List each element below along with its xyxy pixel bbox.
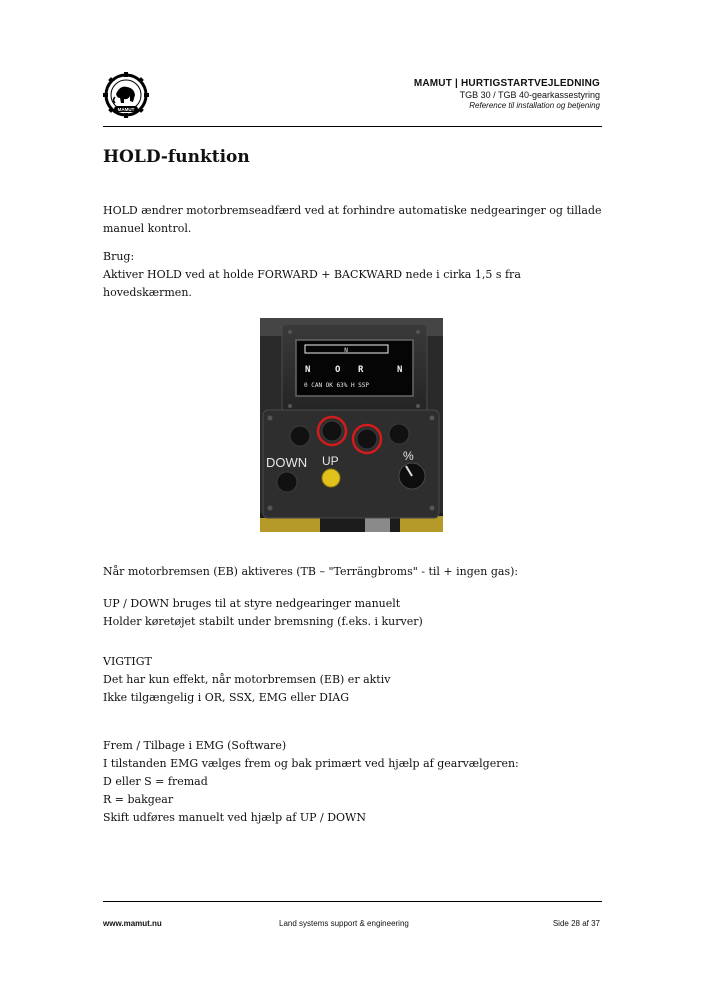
display-top-label: N	[344, 347, 348, 354]
engine-brake-intro	[103, 563, 603, 581]
down-label: DOWN	[266, 455, 308, 470]
engine-brake-line: Holder køretøjet stabilt under bremsning (f.eks. i kurver)	[103, 615, 423, 628]
emg-line: I tilstanden EMG vælges frem og bak primært ved hjælp af gearvælgeren:	[103, 757, 519, 770]
mamut-logo	[101, 72, 151, 118]
intro-line: HOLD ændrer motorbremseadfærd ved at forhindre automatiske nedgearinger og tillade	[103, 204, 602, 217]
emg-line: R = bakgear	[103, 793, 174, 806]
engine-brake-section	[103, 595, 603, 631]
usage-section	[103, 248, 603, 302]
intro-line: manuel kontrol.	[103, 222, 192, 235]
usage-heading: Brug:	[103, 250, 135, 263]
header-divider	[103, 126, 602, 127]
footer-tagline: Land systems support & engineering	[279, 919, 409, 928]
emg-line: Skift udføres manuelt ved hjælp af UP / DOWN	[103, 811, 366, 824]
document-header	[414, 78, 600, 110]
footer-divider	[103, 901, 602, 902]
display-gear-label: N	[305, 365, 311, 375]
header-subtitle: TGB 30 / TGB 40-gearkassestyring	[459, 90, 600, 100]
engine-brake-intro-text: Når motorbremsen (EB) aktiveres (TB – "Terrängbroms" - til + ingen gas):	[103, 565, 519, 578]
page-title: HOLD-funktion	[103, 147, 250, 167]
usage-text: Aktiver HOLD ved at holde FORWARD + BACKWARD nede i cirka 1,5 s fra hovedskærmen.	[103, 268, 521, 299]
percent-label: %	[403, 449, 414, 463]
emg-section	[103, 737, 603, 827]
logo-text: MAMUT	[117, 107, 135, 112]
important-section	[103, 653, 603, 707]
header-reference: Reference til installation og betjening	[469, 101, 600, 110]
display-gear-label: R	[358, 365, 364, 375]
display-status-line: 0 CAN OK 63% H SSP	[304, 382, 370, 389]
up-label: UP	[322, 454, 339, 468]
header-title: MAMUT | HURTIGSTARTVEJLEDNING	[413, 78, 600, 89]
display-gear-label: N	[397, 365, 403, 375]
important-line: Det har kun effekt, når motorbremsen (EB) er aktiv	[103, 673, 391, 686]
display-gear-label: O	[335, 365, 341, 375]
important-heading: VIGTIGT	[103, 655, 152, 668]
footer-website: www.mamut.nu	[103, 919, 162, 928]
control-panel-photo	[260, 318, 443, 532]
intro-paragraph	[103, 202, 603, 238]
emg-heading: Frem / Tilbage i EMG (Software)	[103, 739, 287, 752]
engine-brake-line: UP / DOWN bruges til at styre nedgearinger manuelt	[103, 597, 401, 610]
emg-line: D eller S = fremad	[103, 775, 208, 788]
important-line: Ikke tilgængelig i OR, SSX, EMG eller DIAG	[103, 691, 350, 704]
footer-page-number: Side 28 af 37	[552, 919, 600, 928]
